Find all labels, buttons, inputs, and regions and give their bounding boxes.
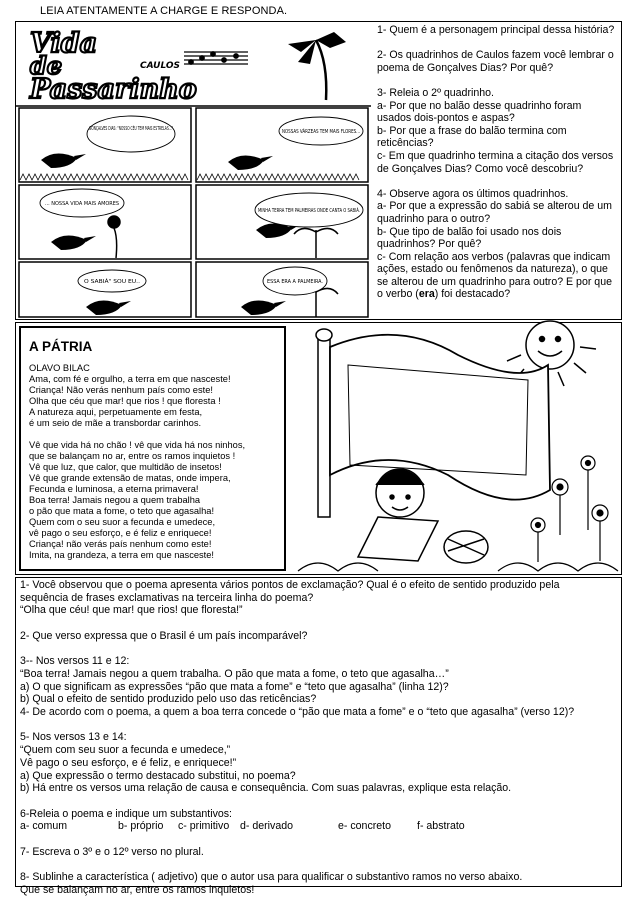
option-proprio: b- próprio	[118, 820, 164, 833]
question-quote: Que se balançam no ar, entre os ramos inquietos!	[20, 883, 255, 896]
poem-line: Boa terra! Jamais negou a quem trabalha	[29, 495, 201, 505]
poem-text	[29, 374, 276, 561]
question-quote: “Quem com seu suor a fecunda e umedece,”	[20, 744, 231, 757]
option-concreto: e- concreto	[338, 820, 391, 833]
option-derivado: d- derivado	[240, 820, 293, 833]
poem-line: Quem com o seu suor a fecunda e umedece,	[29, 517, 216, 527]
question-line: 8- Sublinhe a característica ( adjetivo) que o autor usa para qualificar o substantivo ramos no verso abaixo.	[20, 871, 523, 884]
question-4: 4- Observe agora os últimos quadrinhos.	[377, 187, 569, 200]
poem-line: Olha que céu que mar! que rios ! que floresta !	[29, 396, 221, 406]
poem-line: o pão que mata a fome, o teto que agasalha!	[29, 506, 215, 516]
question-line: 7- Escreva o 3º e o 12º verso no plural.	[20, 845, 204, 858]
balloon-1: GONÇALVES DIAS: "NOSSO CÉU TEM MAIS ESTRELAS..."	[89, 126, 234, 132]
question-line: 1- Você observou que o poema apresenta vários pontos de exclamação? Qual é o efeito de sentido produzido pela	[20, 579, 560, 591]
poem-line: Fecunda e luminosa, a eterna primavera!	[29, 484, 199, 494]
poem-line: Vê que grande extensão de matas, onde impera,	[29, 473, 231, 483]
question-line: a) Que expressão o termo destacado substitui, no poema?	[20, 769, 296, 782]
question-line: 5- Nos versos 13 e 14:	[20, 731, 127, 744]
noun-options	[20, 820, 617, 833]
comic-author: CAULOS	[140, 61, 181, 71]
question-3b: b- Por que a frase do balão termina com reticências?	[377, 124, 567, 150]
poem-line: Vê que vida há no chão ! vê que vida há nos ninhos,	[29, 440, 246, 450]
question-line: b) Qual o efeito de sentido produzido pelo uso das reticências?	[20, 693, 317, 706]
question-4a: a- Por que a expressão do sabiá se alterou de um quadrinho para o outro?	[377, 200, 612, 225]
poem-author: OLAVO BILAC	[29, 363, 90, 373]
comic-title-line3: Passarinho	[30, 74, 197, 105]
poem-line: Vê que luz, que calor, que multidão de insetos!	[29, 462, 222, 472]
poem-line: que se balançam no ar, entre os ramos inquietos !	[29, 451, 236, 461]
question-line: a) O que significam as expressões “pão que mata a fome” e “teto que agasalha” (linha 12)?	[20, 680, 449, 693]
question-line: 2- Que verso expressa que o Brasil é um país incomparável?	[20, 629, 308, 642]
question-line: 6-Releia o poema e indique um substantivos:	[20, 807, 232, 820]
comic-questions	[377, 24, 617, 301]
balloon-5: O SABIÁ" SOU EU..	[84, 279, 133, 285]
comic-title	[29, 28, 346, 105]
flag-illustration	[288, 325, 620, 573]
question-3a: a- Por que no balão desse quadrinho foram usados dois-pontos e aspas?	[377, 99, 582, 125]
poem-line: Criança! Não verás nenhum país como este!	[29, 385, 213, 395]
balloon-6: ESSA ERA A PALMEIRA.	[267, 279, 324, 285]
comic-strip	[16, 22, 398, 319]
poem-line: Ama, com fé e orgulho, a terra em que nasceste!	[29, 374, 231, 384]
poem-box	[19, 326, 286, 571]
poem-line: Criança! não verás país nenhum como este!	[29, 539, 212, 549]
page-instruction: LEIA ATENTAMENTE A CHARGE E RESPONDA.	[40, 5, 288, 17]
question-quote: Vê pago o seu esforço, e é feliz, e enriquece!”	[20, 756, 237, 769]
question-2: 2- Os quadrinhos de Caulos fazem você lembrar o poema de Gonçalves Dias? Por quê?	[377, 49, 614, 74]
comic-title-line2: de	[30, 51, 63, 80]
poem-questions-section	[15, 577, 622, 896]
question-line: 4- De acordo com o poema, a quem a boa terra concede o “pão que mata a fome” e o “teto que agasalha” (verso 12)?	[20, 706, 575, 718]
option-comum: a- comum	[20, 820, 68, 833]
poem-line: vê pago o seu esforço, e é feliz e enriquece!	[29, 528, 212, 538]
highlight-era: era	[418, 288, 435, 301]
question-3: 3- Releia o 2º quadrinho.	[377, 86, 494, 99]
balloon-2: NOSSAS VÁRZEAS TEM MAIS FLORES...	[282, 129, 383, 135]
balloon-4: MINHA TERRA TEM PALMEIRAS ONDE CANTA O SABIÁ.	[258, 208, 398, 214]
question-line: 3-- Nos versos 11 e 12:	[20, 655, 130, 668]
question-4b: b- Que tipo de balão foi usado nos dois quadrinhos? Por quê?	[377, 225, 562, 251]
question-line: sequência de frases exclamativas na terceira linha do poema?	[20, 591, 314, 604]
comic-section	[15, 21, 622, 320]
question-1: 1- Quem é a personagem principal dessa história?	[377, 24, 615, 36]
poem-line: Imita, na grandeza, a terra em que nasceste!	[29, 550, 215, 560]
poem-line: A natureza aqui, perpetuamente em festa,	[29, 407, 203, 417]
question-quote: “Olha que céu! que mar! que rios! que floresta!”	[20, 604, 243, 617]
option-primitivo: c- primitivo	[178, 820, 230, 833]
poem-line: é um seio de mãe a transbordar carinhos.	[29, 418, 202, 428]
question-4c: c- Com relação aos verbos (palavras que indicam ações, estado ou fenômenos da natureza), o que se alterou de um quadrinho para outro? E por que o verbo (era) foi destacado?	[377, 250, 612, 301]
comic-title-line1: Vida	[30, 28, 98, 59]
poem-section	[15, 322, 622, 575]
question-quote: “Boa terra! Jamais negou a quem trabalha. O pão que mata a fome, o teto que agasalha…”	[20, 667, 449, 680]
option-abstrato: f- abstrato	[417, 820, 465, 833]
balloon-3: ... NOSSA VIDA MAIS AMORES	[45, 201, 119, 207]
question-line: b) Há entre os versos uma relação de causa e consequência. Com suas palavras, explique esta relação.	[20, 782, 512, 795]
poem-title: A PÁTRIA	[29, 339, 93, 354]
question-3c: c- Em que quadrinho termina a citação dos versos de Gonçalves Dias? Como você descobriu?	[377, 149, 614, 175]
